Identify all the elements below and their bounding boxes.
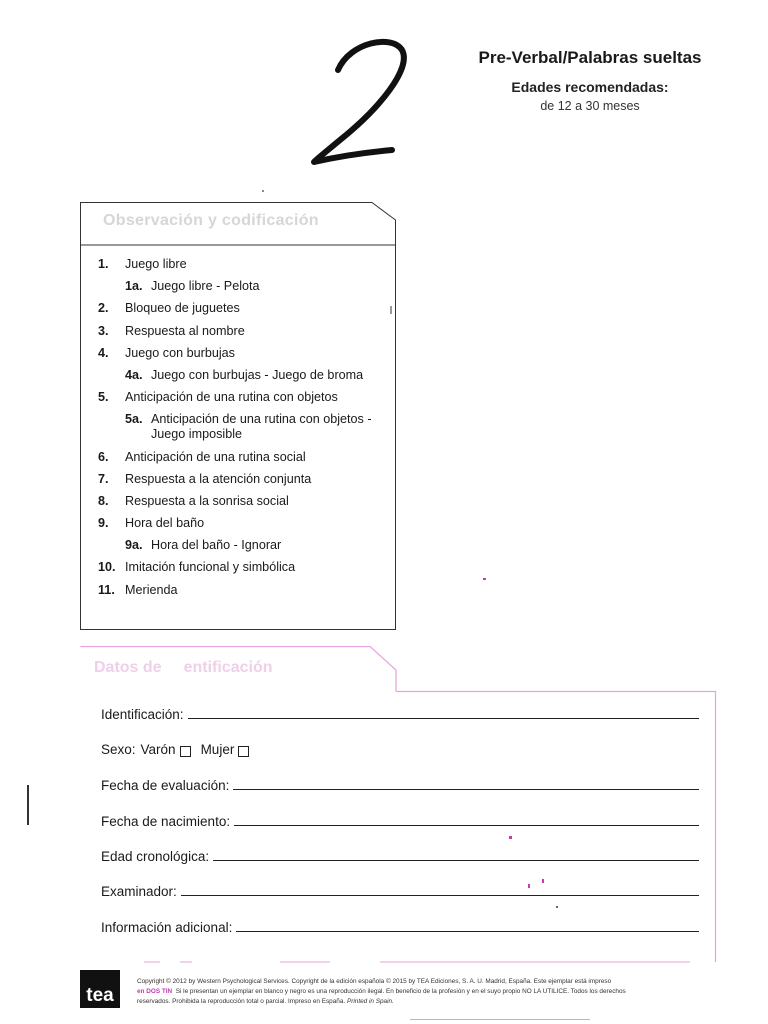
sex-field: Sexo: Varón Mujer [101,742,699,757]
examiner-field[interactable]: Examinador: [101,884,699,899]
activity-number: 4. [98,345,109,360]
activity-label: Juego con burbujas - Juego de broma [151,367,364,382]
module-title: Pre-Verbal/Palabras sueltas [478,48,702,67]
observation-panel-title: Observación y codificación [103,212,319,229]
female-checkbox[interactable] [238,746,249,757]
activity-number: 11. [98,582,115,597]
scan-mark [483,578,486,580]
activity-number: 1a. [125,279,143,294]
activity-label: Juego libre [125,257,187,271]
age-range: de 12 a 30 meses [540,99,640,113]
activity-subitem [98,279,393,294]
scan-mark [410,1019,590,1020]
activity-label: Respuesta al nombre [125,323,245,338]
module-number-glyph [300,28,420,173]
activity-item [98,346,393,361]
activity-number: 1. [98,257,109,271]
activity-item [98,516,393,531]
activity-number: 2. [98,301,109,316]
recommended-ages-label: Edades recomendadas: [511,79,669,95]
svg-text:tea: tea [86,985,114,1006]
activity-label: Respuesta a la atención conjunta [125,471,312,486]
activity-label: Anticipación de una rutina con objetos [125,390,338,405]
scan-mark [262,190,264,192]
copyright-notice: Copyright © 2012 by Western Psychological Services. Copyright de la edición española © 2015 by TEA Ediciones, S. A. U. Madrid, España. Este ejemplar está impreso en DOS TIN Si le presentan un ejemplar en blanco y negro es una reproducción ilegal. En beneficio de la profesión y en el suyo propio NO LA UTILICE. Todos los derechos reservados. Prohibida la reproducción total o parcial. Impreso en España. Printed in Spain. [137,978,626,1005]
activity-item [98,494,393,509]
female-option-label: Mujer [200,742,235,757]
activity-label: Juego libre - Pelota [151,279,260,294]
activity-number: 5. [98,390,109,405]
activity-item [98,324,393,339]
activity-label: Anticipación de una rutina con objetos - Juego imposible [151,412,372,442]
activity-number: 8. [98,493,109,508]
activity-number: 9a. [125,538,143,553]
activity-number: 4a. [125,367,143,382]
activity-label: Respuesta a la sonrisa social [125,493,289,508]
scan-mark [27,785,29,825]
activity-number: 5a. [125,412,143,427]
activity-label: Anticipación de una rutina social [125,449,306,464]
activity-number: 3. [98,323,109,338]
activity-label: Juego con burbujas [125,345,235,360]
activity-item [98,560,393,575]
identification-panel-title: Datos de entificación [94,659,273,676]
tea-logo [80,970,120,1008]
scan-mark [542,879,544,883]
activity-subitem [98,538,393,553]
activity-item [98,301,393,316]
activity-item [98,472,393,487]
activity-label: Hora del baño - Ignorar [151,538,282,553]
evaluation-date-field[interactable]: Fecha de evaluación: [101,778,699,793]
scan-mark [528,884,530,888]
activity-item [98,583,393,598]
activity-label: Imitación funcional y simbólica [125,560,296,575]
activity-item [98,390,393,405]
activity-label: Merienda [125,582,178,597]
chronological-age-field[interactable]: Edad cronológica: [101,849,699,864]
activity-number: 10. [98,560,116,575]
additional-info-field[interactable]: Información adicional: [101,920,699,935]
scan-mark [509,836,512,839]
activity-label: Hora del baño [125,516,205,531]
male-option-label: Varón [140,742,176,757]
activity-number: 9. [98,516,109,531]
identification-panel-frame [80,646,718,964]
activity-item [98,257,393,272]
id-field[interactable]: Identificación: [101,707,699,722]
activity-number: 6. [98,449,109,464]
scan-mark [390,306,392,314]
birth-date-field[interactable]: Fecha de nacimiento: [101,814,699,829]
activity-list [98,257,393,605]
activity-subitem [98,412,393,442]
activity-number: 7. [98,471,109,486]
male-checkbox[interactable] [180,746,191,757]
activity-subitem [98,368,393,383]
scan-mark [556,906,558,908]
activity-label: Bloqueo de juguetes [125,301,240,316]
activity-item [98,450,393,465]
